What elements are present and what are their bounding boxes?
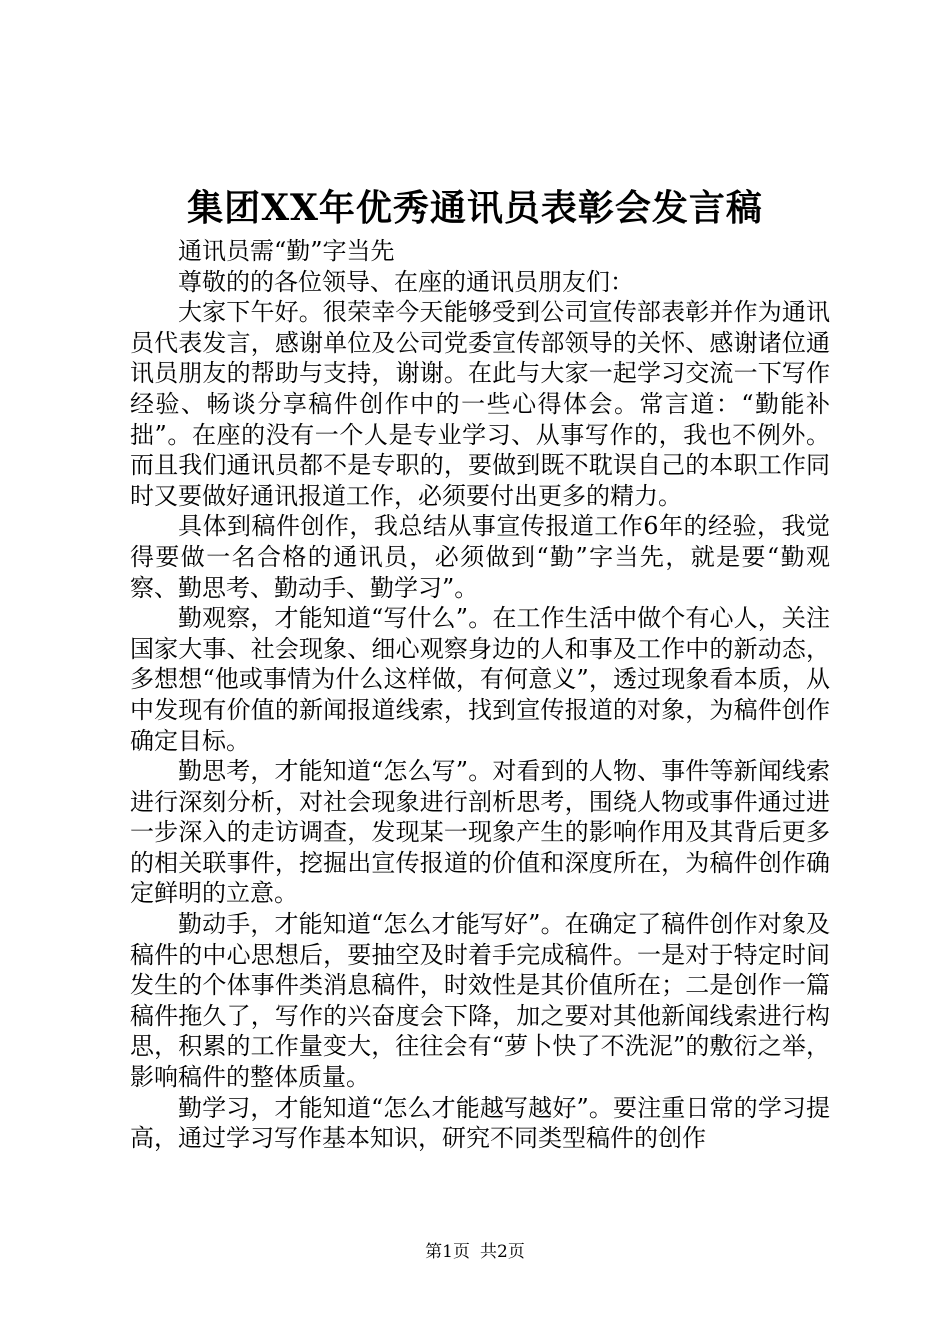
paragraph-observe: 勤观察，才能知道“写什么”。在工作生活中做个有心人，关注国家大事、社会现象、细心观察身边的人和事及工作中的新动态，多想想“他或事情为什么这样做，有何意义”，透过现象看本质，从中发现有价值的新闻报道线索，找到宣传报道的对象，为稿件创作确定目标。	[130, 604, 830, 755]
page-total: 共2页	[480, 1242, 525, 1262]
paragraph-subtitle: 通讯员需“勤”字当先	[178, 237, 395, 265]
paragraph-learn: 勤学习，才能知道“怎么才能越写越好”。要注重日常的学习提高，通过学习写作基本知识，研究不同类型稿件的创作	[130, 1093, 830, 1153]
paragraph-opening: 大家下午好。很荣幸今天能够受到公司宣传部表彰并作为通讯员代表发言，感谢单位及公司党委宣传部领导的关怀、感谢诸位通讯员朋友的帮助与支持，谢谢。在此与大家一起学习交流一下写作经验、畅谈分享稿件创作中的一些心得体会。常言道：“勤能补拙”。在座的没有一个人是专业学习、从事写作的，我也不例外。而且我们通讯员都不是专职的，要做到既不耽误自己的本职工作同时又要做好通讯报道工作，必须要付出更多的精力。	[130, 298, 830, 510]
document-title: 集团XX年优秀通讯员表彰会发言稿	[187, 187, 763, 229]
paragraph-write: 勤动手，才能知道“怎么才能写好”。在确定了稿件创作对象及稿件的中心思想后，要抽空及时着手完成稿件。一是对于特定时间发生的个体事件类消息稿件，时效性是其价值所在；二是创作一篇稿件拖久了，写作的兴奋度会下降，加之要对其他新闻线索进行构思，积累的工作量变大，往往会有“萝卜快了不洗泥”的敷衍之举，影响稿件的整体质量。	[130, 910, 830, 1092]
page-footer	[0, 1240, 950, 1264]
paragraph-think: 勤思考，才能知道“怎么写”。对看到的人物、事件等新闻线索进行深刻分析，对社会现象进行剖析思考，围绕人物或事件通过进一步深入的走访调查，发现某一现象产生的影响作用及其背后更多的相关联事件，挖掘出宣传报道的价值和深度所在，为稿件创作确定鲜明的立意。	[130, 757, 830, 908]
paragraph-greeting: 尊敬的的各位领导、在座的通讯员朋友们：	[178, 267, 634, 296]
document-body	[130, 236, 830, 1154]
page-number: 第1页	[425, 1242, 470, 1262]
paragraph-summary: 具体到稿件创作，我总结从事宣传报道工作6年的经验，我觉得要做一名合格的通讯员，必须做到“勤”字当先，就是要“勤观察、勤思考、勤动手、勤学习”。	[130, 512, 830, 602]
